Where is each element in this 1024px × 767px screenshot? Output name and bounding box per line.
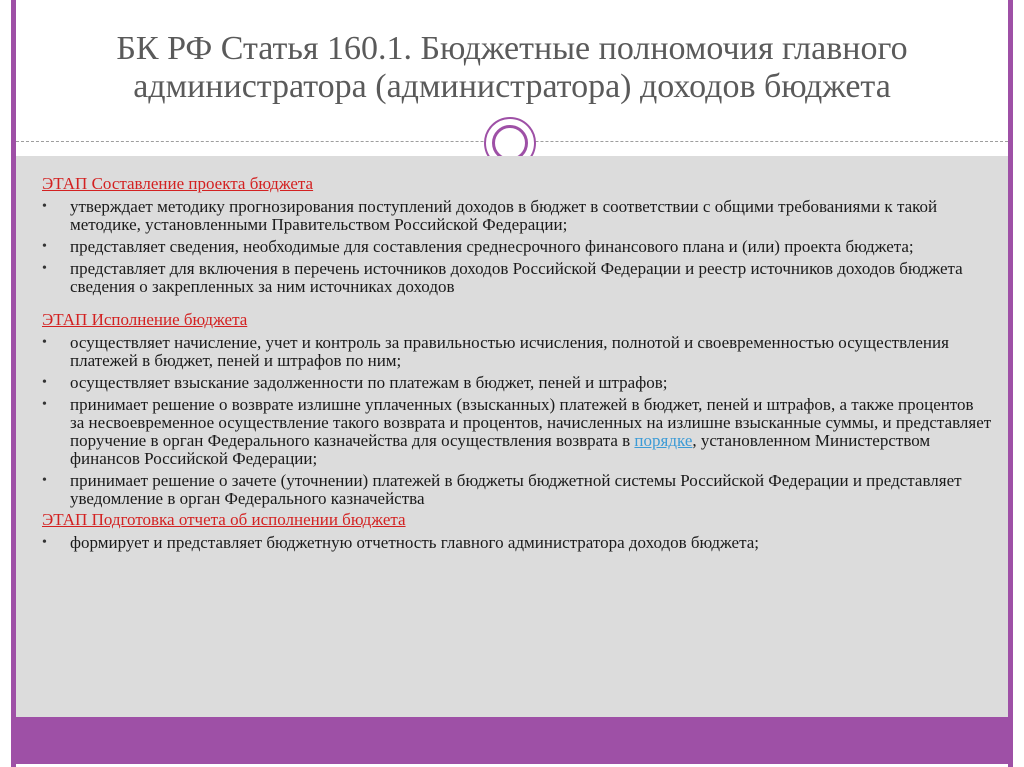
list-item: • принимает решение о зачете (уточнении) платежей в бюджеты бюджетной системы Российской Федерации и представляет уведомление в орган Федерального казначейства	[42, 471, 962, 508]
bullet-icon: •	[42, 261, 47, 276]
stage-heading-draft[interactable]: ЭТАП Составление проекта бюджета	[42, 174, 314, 193]
bullet-icon: •	[42, 375, 47, 390]
bullet-icon: •	[42, 239, 47, 254]
content-body	[42, 174, 992, 552]
list-item: • утверждает методику прогнозирования поступлений доходов в бюджет в соответствии с общими требованиями к такой методике, установленными Правительством Российской Федерации;	[42, 197, 938, 234]
stage-heading-report[interactable]: ЭТАП Подготовка отчета об исполнении бюджета	[42, 510, 406, 529]
title-line-1: БК РФ Статья 160.1. Бюджетные полномочия главного	[116, 30, 908, 67]
bullet-icon: •	[42, 335, 47, 350]
bottom-accent-bar	[11, 717, 1013, 764]
list-item: • осуществляет взыскание задолженности по платежам в бюджет, пеней и штрафов;	[42, 373, 668, 392]
procedure-link[interactable]: порядке	[634, 431, 693, 450]
stage-list-report	[42, 534, 992, 552]
right-frame-bar	[1008, 0, 1013, 767]
bullet-icon: •	[42, 535, 47, 550]
bullet-icon: •	[42, 397, 47, 412]
slide-title	[40, 30, 984, 106]
list-item: • представляет для включения в перечень источников доходов Российской Федерации и реестр источников доходов бюджета сведения о закрепленных за ним источниках доходов	[42, 259, 963, 296]
bullet-icon: •	[42, 199, 47, 214]
bullet-icon: •	[42, 473, 47, 488]
list-item: • представляет сведения, необходимые для составления среднесрочного финансового плана и (или) проекта бюджета;	[42, 237, 914, 256]
stage-heading-execution[interactable]: ЭТАП Исполнение бюджета	[42, 310, 248, 329]
stage-list-draft	[42, 198, 992, 296]
title-line-2: администратора (администратора) доходов бюджета	[133, 68, 891, 105]
list-item: • принимает решение о возврате излишне уплаченных (взысканных) платежей в бюджет, пеней и штрафов, а также процентов за несвоевременное осуществление такого возврата и процентов, начисленных на излишне взысканные суммы, и представляет поручение в орган Федерального казначейства для осуществления возврата в порядке, установленном Министерством финансов Российской Федерации;	[42, 395, 992, 468]
list-item: • осуществляет начисление, учет и контроль за правильностью исчисления, полнотой и своевременностью осуществления платежей в бюджет, пеней и штрафов по ним;	[42, 333, 949, 370]
stage-list-execution	[42, 334, 992, 508]
list-item: • формирует и представляет бюджетную отчетность главного администратора доходов бюджета;	[42, 533, 759, 552]
